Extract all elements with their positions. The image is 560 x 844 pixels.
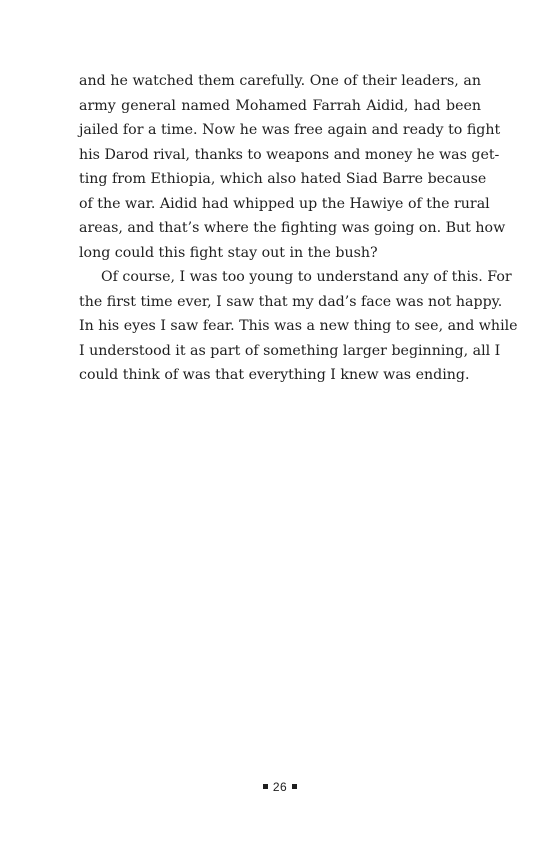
page-number: 26	[272, 780, 288, 794]
body-text	[79, 69, 518, 388]
text-line: In his eyes I saw fear. This was a new thing to see, and while	[79, 318, 518, 334]
text-line: long could this fight stay out in the bush?	[79, 244, 378, 261]
page-number-footer	[0, 780, 560, 794]
text-line: and he watched them carefully. One of their leaders, an	[79, 73, 481, 89]
text-line: I understood it as part of something larger beginning, all I	[79, 342, 501, 359]
text-line: his Darod rival, thanks to weapons and money he was get-	[79, 146, 500, 163]
text-line: the first time ever, I saw that my dad’s face was not happy.	[79, 293, 503, 310]
paragraph-1	[79, 69, 506, 265]
text-line: could think of was that everything I knew was ending.	[79, 367, 470, 383]
text-line: army general named Mohamed Farrah Aidid, had been	[79, 97, 481, 114]
square-bullet-icon	[263, 784, 268, 789]
text-line: of the war. Aidid had whipped up the Hawiye of the rural	[79, 195, 490, 212]
paragraph-2	[79, 265, 518, 388]
text-line: ting from Ethiopia, which also hated Siad Barre because	[79, 171, 487, 187]
square-bullet-icon	[292, 784, 297, 789]
text-line: jailed for a time. Now he was free again and ready to fight	[79, 122, 501, 138]
text-line: areas, and that’s where the fighting was going on. But how	[79, 220, 506, 236]
text-line: Of course, I was too young to understand any of this. For	[101, 269, 512, 285]
